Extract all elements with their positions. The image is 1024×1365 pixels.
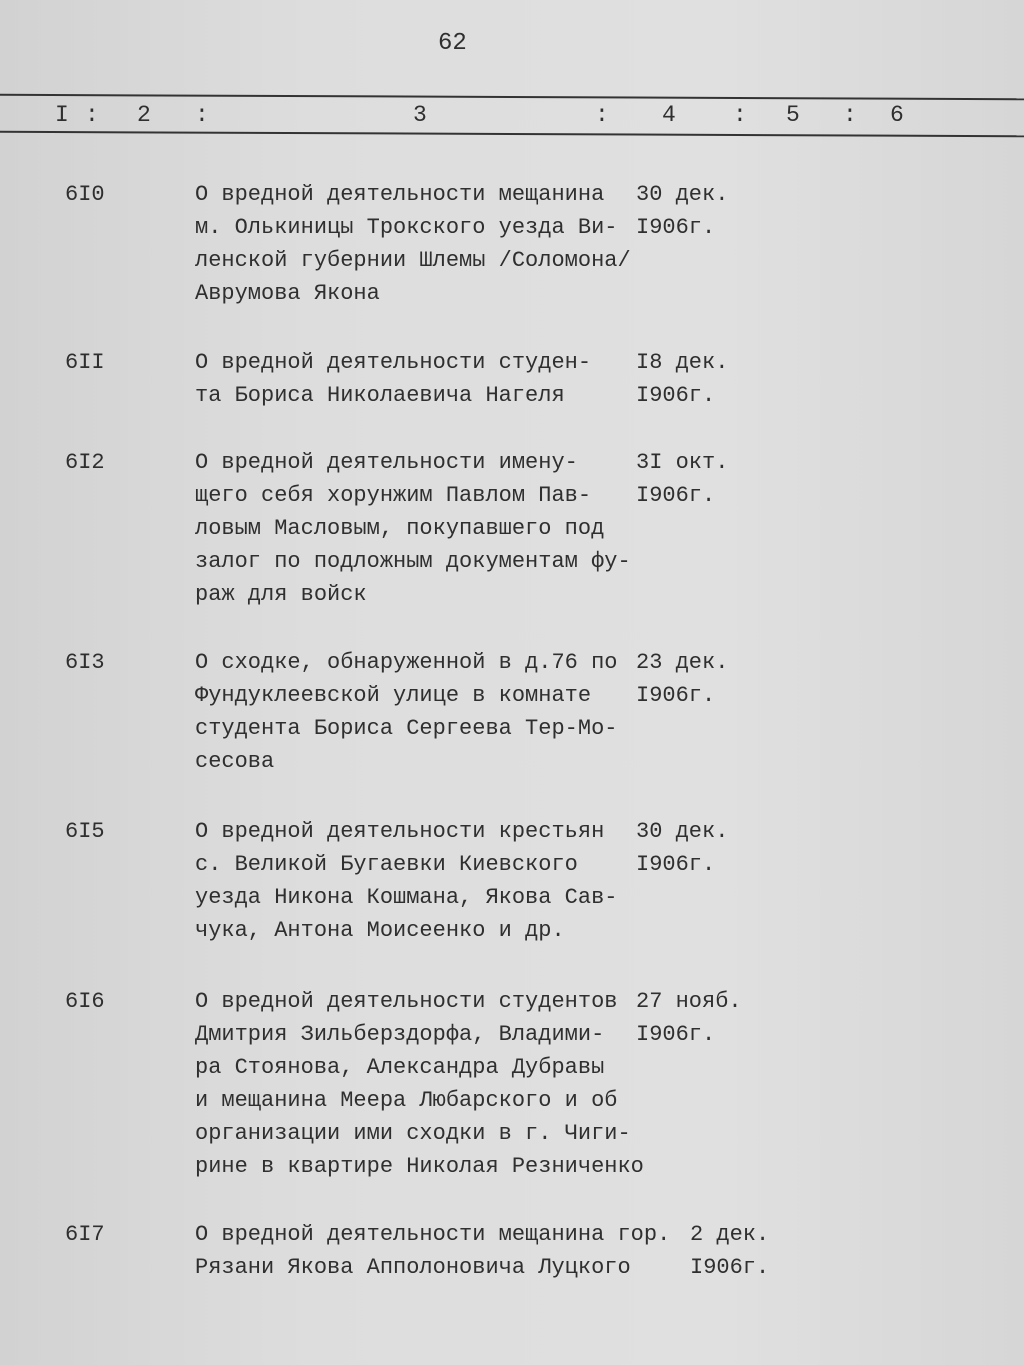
description-line: О вредной деятельности студентов xyxy=(195,989,618,1014)
entry-number: 6I6 xyxy=(65,989,105,1014)
entry-number: 6I5 xyxy=(65,819,105,844)
description-line: залог по подложным документам фу- xyxy=(195,549,631,574)
description-line: ловым Масловым, покупавшего под xyxy=(195,516,605,541)
date-line: I906г. xyxy=(636,683,716,708)
description-line: уезда Никона Кошмана, Якова Сав- xyxy=(195,885,618,910)
date-line: 2 дек. xyxy=(690,1222,770,1247)
col-sep: : xyxy=(843,102,857,128)
description-line: О вредной деятельности крестьян xyxy=(195,819,605,844)
date-line: I8 дек. xyxy=(636,350,729,375)
description-line: О вредной деятельности мещанина xyxy=(195,182,605,207)
entry-date xyxy=(636,346,728,412)
entry-date xyxy=(636,646,728,712)
date-line: I906г. xyxy=(636,483,716,508)
description-line: О вредной деятельности студен- xyxy=(195,350,592,375)
description-line: ра Стоянова, Александра Дубравы xyxy=(195,1055,605,1080)
col-1: I xyxy=(55,102,69,128)
page-number: 62 xyxy=(438,30,467,57)
description-line: и мещанина Меера Любарского и об xyxy=(195,1088,618,1113)
entry-description xyxy=(195,815,617,947)
entry-description xyxy=(195,178,631,310)
date-line: 30 дек. xyxy=(636,182,729,207)
entry-number: 6I3 xyxy=(65,650,105,675)
date-line: 23 дек. xyxy=(636,650,729,675)
entry-date xyxy=(636,446,728,512)
description-line: с. Великой Бугаевки Киевского xyxy=(195,852,578,877)
description-line: Дмитрия Зильберздорфа, Владими- xyxy=(195,1022,605,1047)
date-line: 27 нояб. xyxy=(636,989,742,1014)
date-line: I906г. xyxy=(636,1022,716,1047)
description-line: Рязани Якова Апполоновича Луцкого xyxy=(195,1255,631,1280)
entry-date xyxy=(636,815,728,881)
col-sep: : xyxy=(195,102,209,128)
description-line: О сходке, обнаруженной в д.76 по xyxy=(195,650,618,675)
description-line: Фундуклеевской улице в комнате xyxy=(195,683,592,708)
column-header xyxy=(0,100,1024,134)
entry-date xyxy=(690,1218,769,1284)
date-line: 3I окт. xyxy=(636,450,729,475)
description-line: ленской губернии Шлемы /Соломона/ xyxy=(195,248,631,273)
entry-description xyxy=(195,985,644,1183)
entry-date xyxy=(636,985,742,1051)
entry-number: 6I0 xyxy=(65,182,105,207)
description-line: раж для войск xyxy=(195,582,367,607)
col-2: 2 xyxy=(137,102,151,128)
col-4: 4 xyxy=(662,102,676,128)
description-line: м. Олькиницы Трокского уезда Ви- xyxy=(195,215,618,240)
description-line: та Бориса Николаевича Нагеля xyxy=(195,383,565,408)
entry-number: 6I7 xyxy=(65,1222,105,1247)
entry-description xyxy=(195,446,631,611)
col-6: 6 xyxy=(890,102,904,128)
description-line: сесова xyxy=(195,749,275,774)
entry-description xyxy=(195,346,591,412)
description-line: рине в квартире Николая Резниченко xyxy=(195,1154,644,1179)
date-line: I906г. xyxy=(690,1255,770,1280)
description-line: О вредной деятельности мещанина гор. xyxy=(195,1222,671,1247)
entry-number: 6II xyxy=(65,350,105,375)
col-sep: : xyxy=(733,102,747,128)
entry-description xyxy=(195,646,617,778)
description-line: Аврумова Якона xyxy=(195,281,380,306)
col-5: 5 xyxy=(786,102,800,128)
description-line: щего себя хорунжим Павлом Пав- xyxy=(195,483,592,508)
col-sep: : xyxy=(85,102,99,128)
description-line: чука, Антона Моисеенко и др. xyxy=(195,918,565,943)
col-sep: : xyxy=(595,102,609,128)
entry-description xyxy=(195,1218,670,1284)
date-line: I906г. xyxy=(636,383,716,408)
description-line: организации ими сходки в г. Чиги- xyxy=(195,1121,631,1146)
col-3: 3 xyxy=(413,102,427,128)
date-line: I906г. xyxy=(636,852,716,877)
description-line: студента Бориса Сергеева Тер-Мо- xyxy=(195,716,618,741)
date-line: 30 дек. xyxy=(636,819,729,844)
entry-number: 6I2 xyxy=(65,450,105,475)
date-line: I906г. xyxy=(636,215,716,240)
entry-date xyxy=(636,178,728,244)
description-line: О вредной деятельности имену- xyxy=(195,450,578,475)
